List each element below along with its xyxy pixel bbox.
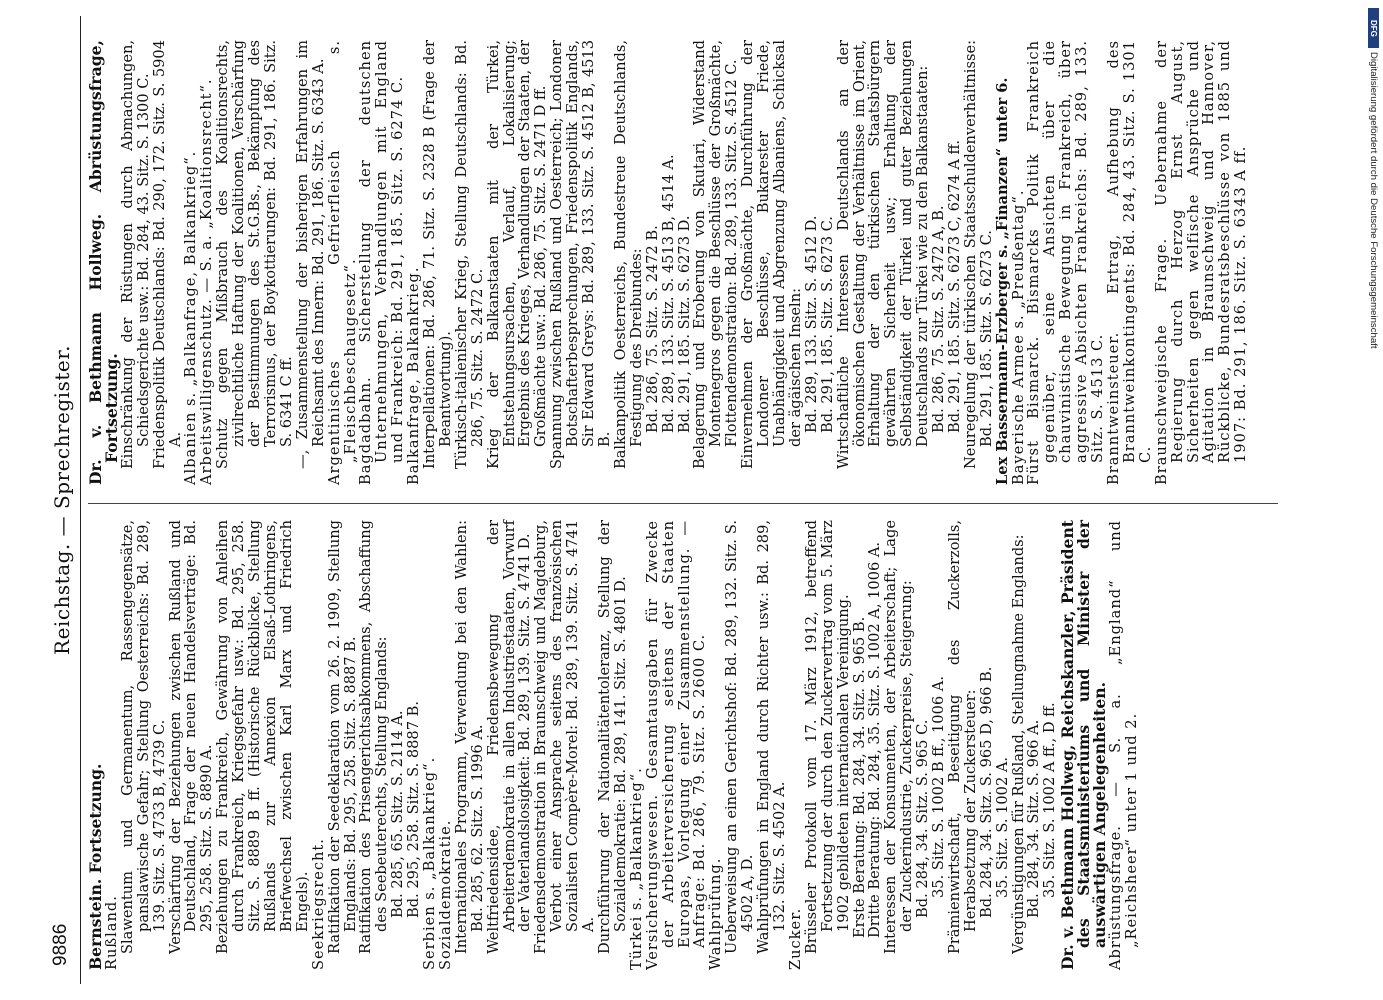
dfg-logo: DFG [1368,8,1379,48]
topic-heading: Türkei s. „Balkankrieg“. [627,767,645,970]
index-entry: Neuregelung der türkischen Staatsschuldenverhältnisse: Bd. 291, 185. Sitz. S. 6273 C. [961,40,995,469]
index-reference: Bd. 291, 185. Sitz. S. 6273 C. [818,216,836,433]
topic-heading: Serbien s. „Balkankrieg“. [421,756,439,970]
index-entry: Prämienwirtschaft, Beseitigung des Zuckerzolls, Herabsetzung der Zuckersteuer: [945,520,979,954]
index-entry: Krieg der Balkanstaaten mit der Türkei, Entstehungsursachen, Verlauf, Lokalisierung; Ergebnis des Krieges, Verhandlungen der Staaten, der Großmächte usw.: Bd. 286, 75. Sitz. S. 2471 D ff. [484,40,550,469]
topic-heading: Versicherungswesen. Gesamtausgaben für Zwecke der Arbeiterversicherung seitens der Staaten Europas, Vorlegung einer Zusammenstellung. — Anfrage: Bd. 286, 79. Sitz. S. 2600 C. [643,520,709,970]
index-reference: 35. Sitz. S. 1002 A ff., D ff. [1041,702,1059,898]
index-reference: 35. Sitz. S. 1002 A. [993,756,1011,898]
topic-heading: Sozialdemokratie. [436,819,454,970]
index-entry: Ratifikation der Seedeklaration vom 26. 2. 1909, Stellung Englands: Bd. 295, 258. Sitz. S. 8887 B. [325,520,359,954]
index-entry: —, Zusammenstellung der bisherigen Erfahrungen im Reichsamt des Innern: Bd. 291, 186. Sitz. S. 6343 A. [293,40,327,469]
index-entry: Interpellationen: Bd. 286, 71. Sitz. S. 2328 B (Frage der Beantwortung). [421,40,454,469]
index-entry: Türkisch-italienischer Krieg, Stellung Deutschlands: Bd. 286, 75. Sitz. S. 2472 C. [452,40,486,469]
index-entry: Beziehungen zu Frankreich, Gewährung von Anleihen durch Frankreich, Kriegsgefahr usw.: Bd. 295, 258. Sitz. S. 8889 B ff. (Historische Rückblicke, Stellung Rußlands zur Annexion Elsaß-Lothringens, Briefwechsel zwischen Karl Marx und Friedrich Engels). [214,520,311,954]
topic-heading: Albanien s. „Balkanfrage, Balkankrieg“. [182,150,200,485]
header-rule [80,16,81,984]
index-entry: Ratifikation des Prisengerichtsabkommens, Abschaffung des Seebeuterechts, Stellung Englands: [357,520,391,954]
topic-heading: Branntweinsteuer. Ertrag, Aufhebung des Branntweinkontingents: Bd. 284, 43. Sitz. S. 1301 C. [1105,40,1154,485]
index-entry: Friedenspolitik Deutschlands: Bd. 290, 172. Sitz. S. 5904 A. [150,40,184,469]
left-column [88,520,1283,970]
index-reference: Bd. 285, 65. Sitz. S. 2114 A. [389,710,407,918]
topic-heading: Zucker. [786,907,804,970]
index-reference: Bd. 289, 133. Sitz. S. 4512 D. [802,215,820,433]
index-reference: Bd. 291, 185. Sitz. S. 6273 D. [675,215,693,433]
index-reference: Dritte Beratung: Bd. 284, 35. Sitz. S. 1002 A, 1006 A. [866,541,884,938]
page-header [48,16,78,984]
index-reference: Bd. 284, 34. Sitz. S. 965 C. [914,719,932,918]
index-reference: Bd. 286, 75. Sitz. S. 2472 B. [643,225,661,433]
topic-heading: Rußland. [102,895,120,970]
topic-heading: Argentinisches Gefrierfleisch s. „Fleischbeschaugesetz“. [325,40,359,485]
digitization-credit [1365,0,1383,1000]
speaker-entry: Bernstein. Fortsetzung. [86,763,105,970]
topic-heading: Lex Bassermann-Erzberger s. „Finanzen“ unter 6. [993,77,1011,485]
index-entry: Wahlprüfungen in England durch Richter usw.: Bd. 289, 132. Sitz. S. 4502 A. [755,520,788,954]
index-entry: Brüsseler Protokoll vom 17. März 1912, betreffend Fortsetzung der durch den Zuckervertrag vom 5. März 1902 gebildeten internationalen Vereinigung. [802,520,852,954]
index-entry: Durchführung der Nationalitätentoleranz, Stellung der Sozialdemokratie: Bd. 289, 141. Sitz. S. 4801 D. [596,520,629,954]
topic-heading: Balkanfrage, Balkankrieg. [405,266,423,485]
index-reference: 35. Sitz. S. 1002 B ff., 1006 A. [930,676,948,898]
index-entry: Wirtschaftliche Interessen Deutschlands an der ökonomischen Gestaltung der Verhältnisse im Orient, Erhaltung der den türkischen Staatsbürgern gewährten Sicherheit usw.; Erhaltung der Selbständigkeit der Türkei und guter Beziehungen Deutschlands zur Türkei wie zu den Balkanstaaten: [834,40,932,469]
index-entry: Spannung zwischen Rußland und Oesterreich; Londoner Botschafterbesprechungen, Friedenspolitik Englands, Sir Edward Greys: Bd. 289, 133. Sitz. S. 4512 B, 4513 B. [548,40,613,469]
topic-heading: Wahlprüfung. [707,857,725,970]
index-entry: Einschränkung der Rüstungen durch Abmachungen, Schiedsgerichte usw.: Bd. 284, 43. Sitz. S. 1300 C. [118,40,152,469]
index-reference: Bd. 284, 34. Sitz. S. 965 D, 966 B. [977,666,995,918]
index-entry: Belagerung und Eroberung von Skutari, Widerstand Montenegros gegen die Beschlüsse der Großmächte, Flottendemonstration: Bd. 289, 133. Sitz. S. 4512 C. [691,40,741,469]
index-reference: Bd. 295, 258. Sitz. S. 8887 B. [405,700,423,918]
running-title: Reichstag. — Sprechregister. [50,345,74,655]
topic-heading: Braunschweigische Frage. Uebernahme der Regierung durch Herzog Ernst August, Sicherheiten gegen welfische Ansprüche und Agitation in Braunschweig und Hannover, Rückblicke, Bundesratsbeschlüsse von 1885 und 1907: Bd. 291, 186. Sitz. S. 6343 A ff. [1152,40,1250,485]
topic-heading: Fürst Bismarck. Bismarcks Politik Frankreich gegenüber, seine Ansichten über die chauvinistische Bewegung in Frankreich, über aggressive Absichten Frankreichs: Bd. 289, 133. Sitz. S. 4513 C. [1025,40,1107,485]
credit-text: Digitalisierung gefördert durch die Deutsche Forschungsgemeinschaft [1368,52,1379,349]
index-reference: Erste Beratung: Bd. 284, 34. Sitz. S. 965 B. [850,616,868,938]
index-entry: Schutz gegen Mißbrauch des Koalitionsrechts, zivilrechtliche Haftung der Koalitionen, Verschärfung der Bestimmungen des St.G.Bs., Bekämpfung des Terrorismus, der Boykottierungen: Bd. 291, 186. Sitz. S. 6341 C ff. [214,40,295,469]
topic-heading: Arbeitswilligenschutz. — S. a. „Koalitionsrecht“. [198,78,216,485]
topic-heading: Bayerische Armee s. „Preußentag“. [1009,189,1027,485]
index-entry: Interessen der Konsumenten, der Arbeiterschaft; Lage der Zuckerindustrie, Zuckerpreise, Steigerung: [882,520,916,954]
right-column [88,40,1283,485]
index-reference: Bd. 289, 133. Sitz. S. 4513 B, 4514 A. [659,154,677,433]
column-divider [88,503,1278,504]
topic-heading: Seekriegsrecht. [309,838,327,970]
page-number: 9886 [50,923,71,966]
topic-heading: Abrüstungsfrage. — S. a. „England“ und „Reichsheer“ unter 1 und 2. [1107,520,1140,970]
index-reference: Bd. 291, 185. Sitz. S. 6273 C, 6274 A ff. [945,139,963,433]
index-entry: Vergünstigungen für Rußland, Stellungnahme Englands: [1009,534,1027,954]
speaker-entry: Dr. v. Bethmann Hollweg. Abrüstungsfrage, Fortsetzung. [86,40,121,485]
index-entry: Verschärfung der Beziehungen zwischen Rußland und Deutschland, Frage der neuen Handelsverträge: Bd. 295, 258. Sitz. S. 8890 A. [166,520,216,954]
index-entry: Slawentum und Germanentum, Rassengegensätze, panslawische Gefahr; Stellung Oesterreichs: Bd. 289, 139. Sitz. S. 4733 B, 4739 C. [118,520,168,954]
index-entry: Weltfriedensidee, Friedensbewegung der Arbeiterdemokratie in allen Industriestaaten, Vorwurf der Vaterlandslosigkeit: Bd. 289, 139. Sitz. S. 4741 D. [484,520,534,954]
index-entry: Balkanpolitik Oesterreichs, Bundestreue Deutschlands, Festigung des Dreibundes: [611,40,645,469]
index-entry: Ueberweisung an einen Gerichtshof: Bd. 289, 132. Sitz. S. 4502 A, D. [723,520,757,954]
index-entry: Friedensdemonstration in Braunschweig und Magdeburg, Verbot einer Ansprache seitens des französischen Sozialisten Compère-Morel: Bd. 289, 139. Sitz. S. 4741 A. [532,520,598,954]
index-entry: Einvernehmen der Großmächte, Durchführung der Londoner Beschlüsse, Bukarester Friede, Unabhängigkeit und Abgrenzung Albaniens, Schicksal der ägäischen Inseln: [739,40,804,469]
topic-heading: Bagdadbahn. Sicherstellung der deutschen Unternehmungen, Verhandlungen mit England und Frankreich: Bd. 291, 185. Sitz. S. 6274 C. [357,40,407,485]
index-reference: Bd. 284, 34. Sitz. S. 966 A. [1025,719,1043,918]
speaker-entry: Dr. v. Bethmann Hollweg, Reichskanzler, Präsident des Staatsministeriums und Minister der auswärtigen Angelegenheiten. [1058,520,1110,970]
index-entry: Internationales Programm, Verwendung bei den Wahlen: Bd. 285, 62. Sitz. S. 1996 A. [452,520,486,954]
index-reference: Bd. 286, 75. Sitz. S. 2472 A, B. [930,205,948,433]
